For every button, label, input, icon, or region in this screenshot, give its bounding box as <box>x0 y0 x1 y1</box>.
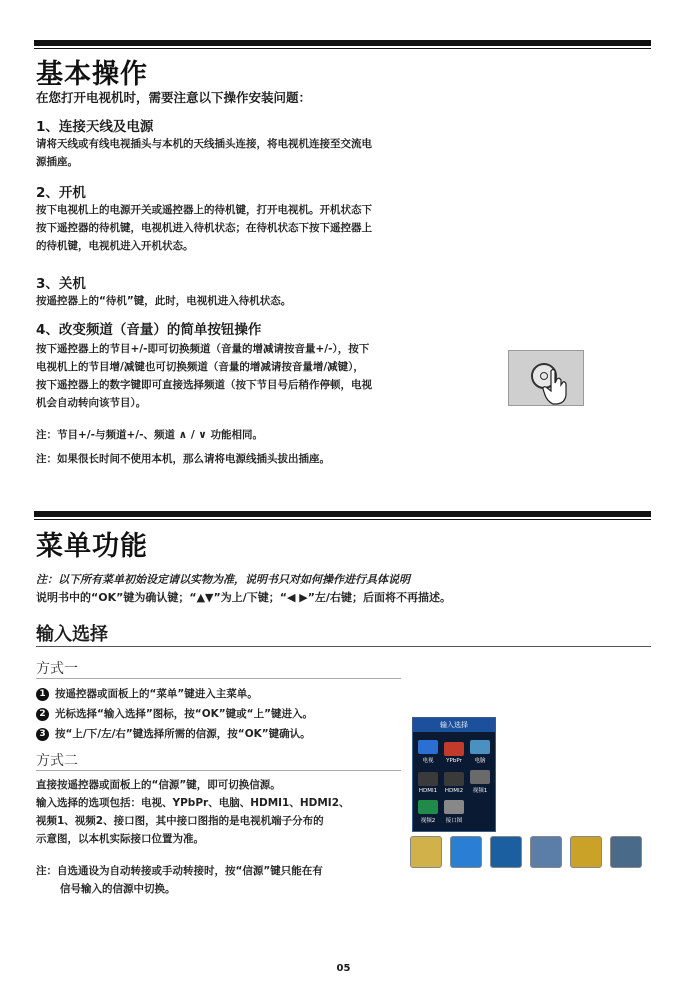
section-intro: 在您打开电视机时，需要注意以下操作安装问题： <box>36 90 312 105</box>
method1-rule <box>36 678 401 679</box>
item-heading-1: 1、连接天线及电源 <box>36 119 154 135</box>
interface-icon <box>444 800 464 814</box>
menu-item-video1[interactable]: 视频1 <box>468 766 492 794</box>
hand-pointer-icon <box>509 351 585 407</box>
item-heading-3: 3、关机 <box>36 276 86 292</box>
item-heading-2: 2、开机 <box>36 185 86 201</box>
top-rule-thin <box>34 48 651 49</box>
menu-item-hdmi2[interactable]: HDMI2 <box>442 766 466 794</box>
item-body-3: 按遥控器上的“待机”键，此时，电视机进入待机状态。 <box>36 295 292 307</box>
subtitle-input-select: 输入选择 <box>36 624 108 645</box>
menu-icon-bar <box>410 836 642 868</box>
picture-icon[interactable] <box>450 836 482 868</box>
top-rule <box>34 40 651 46</box>
video-icon <box>418 800 438 814</box>
menu-item-hdmi1[interactable]: HDMI1 <box>416 766 440 794</box>
method2-rule <box>36 770 401 771</box>
remote-button-illustration <box>508 350 584 406</box>
note-power: 注：如果很长时间不使用本机，那么请将电源线插头拔出插座。 <box>36 453 330 465</box>
method2-body: 直接按遥控器或面板上的“信源”键，即可切换信源。 输入选择的选项包括：电视、YPbPr、电脑、HDMI1、HDMI2、 视频1、视频2、接口图，其中接口图指的是电视机端子分布的 示意图，以本机实际接口位置为准。 <box>36 779 350 845</box>
section2-rule <box>34 511 651 517</box>
pc-icon <box>470 740 490 754</box>
tv-icon <box>418 740 438 754</box>
method2-title: 方式二 <box>36 753 78 769</box>
item-heading-4: 4、改变频道（音量）的简单按钮操作 <box>36 322 262 338</box>
video-icon <box>470 770 490 784</box>
hdmi-icon <box>444 772 464 786</box>
page-number: 05 <box>336 963 351 974</box>
method1-step-2: 2 光标选择“输入选择”图标，按“OK”键或“上”键进入。 <box>36 706 313 721</box>
section-title-menu: 菜单功能 <box>36 531 148 562</box>
method1-step-3: 3 按“上/下/左/右”键选择所需的信源，按“OK”键确认。 <box>36 726 311 741</box>
menu-item-interface[interactable]: 接口图 <box>442 796 466 824</box>
item-body-1: 请将天线或有线电视插头与本机的天线插头连接，将电视机连接至交流电 源插座。 <box>36 138 372 168</box>
section2-rule-thin <box>34 519 651 520</box>
gear-icon[interactable] <box>570 836 602 868</box>
menu-panel-title: 输入选择 <box>413 718 495 732</box>
menu-item-ypbpr[interactable]: YPbPr <box>442 736 466 764</box>
search-icon[interactable] <box>610 836 642 868</box>
wrench-icon[interactable] <box>410 836 442 868</box>
menu-note-keys: 说明书中的“OK”键为确认键；“▲▼”为上/下键；“◀ ▶”左/右键；后面将不再描述。 <box>36 591 451 604</box>
ypbpr-icon <box>444 742 464 756</box>
method1-step-1: 1 按遥控器或面板上的“菜单”键进入主菜单。 <box>36 686 258 701</box>
menu-note-italic: 注：以下所有菜单初始设定请以实物为准，说明书只对如何操作进行具体说明 <box>36 573 410 586</box>
input-select-menu <box>412 717 496 832</box>
item-body-2: 按下电视机上的电源开关或遥控器上的待机键，打开电视机。开机状态下 按下遥控器的待机键，电视机进入待机状态；在待机状态下按下遥控器上 的待机键，电视机进入开机状态。 <box>36 204 372 252</box>
menu-item-video2[interactable]: 视频2 <box>416 796 440 824</box>
section-title-basic: 基本操作 <box>36 59 148 90</box>
note-channel: 注：节目+/-与频道+/-、频道 ∧ / ∨ 功能相同。 <box>36 429 263 441</box>
hdmi-icon <box>418 772 438 786</box>
subtitle-rule <box>36 646 651 647</box>
screen-icon[interactable] <box>490 836 522 868</box>
menu-grid <box>413 732 495 828</box>
sound-icon[interactable] <box>530 836 562 868</box>
menu-item-tv[interactable]: 电视 <box>416 736 440 764</box>
menu-item-pc[interactable]: 电脑 <box>468 736 492 764</box>
method1-title: 方式一 <box>36 661 78 677</box>
item-body-4: 按下遥控器上的节目+/-即可切换频道（音量的增减请按音量+/-），按下 电视机上的节目增/减键也可切换频道（音量的增减请按音量增/减键）， 按下遥控器上的数字键即可直接选择频道（按下节目号后稍作停顿，电视 机会自动转向该节目）。 <box>36 343 372 409</box>
final-note: 注：自选通设为自动转接或手动转接时，按“信源”键只能在有 信号输入的信源中切换。 <box>36 865 323 895</box>
